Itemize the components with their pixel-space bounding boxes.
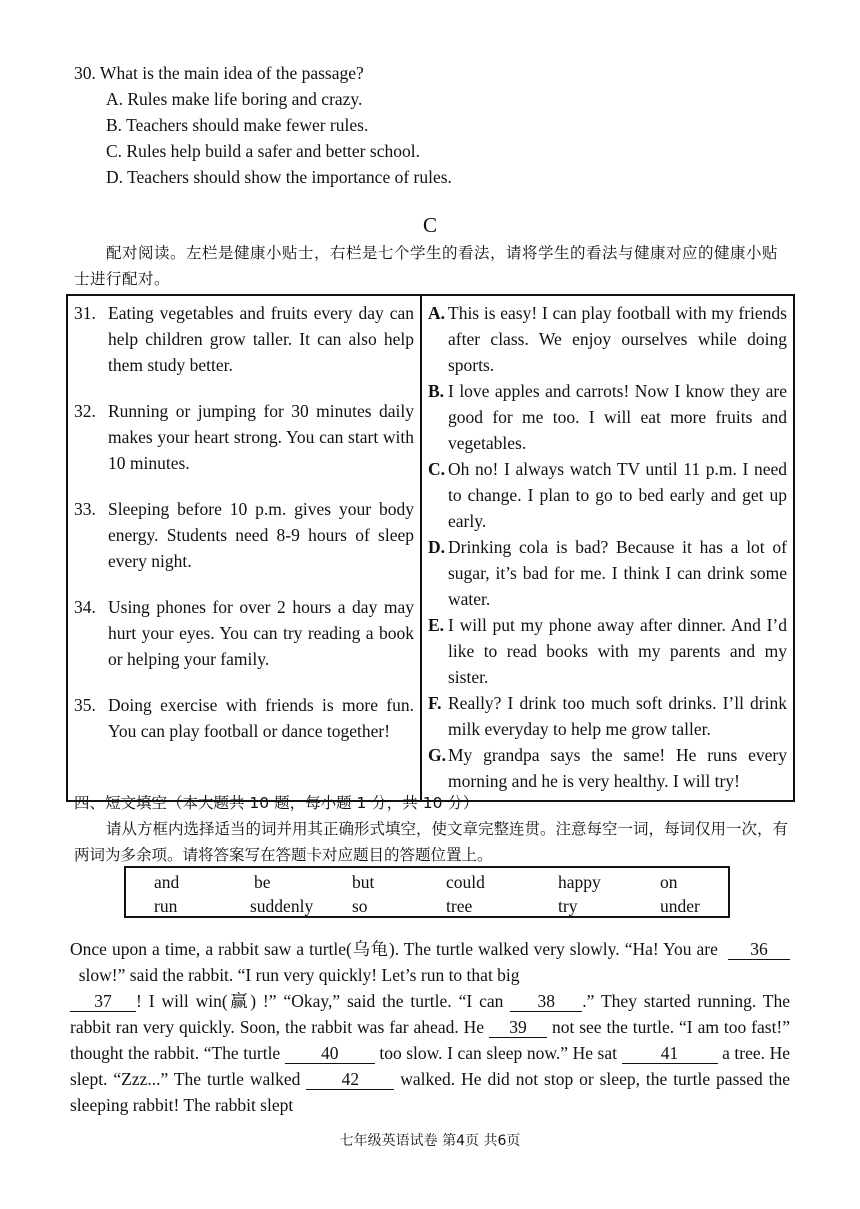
- blank-41: 41: [622, 1043, 718, 1064]
- passage-text: slow!” said the rabbit. “I run very quickly! Let’s run to that big: [78, 965, 520, 985]
- section-c-instruction: 配对阅读。左栏是健康小贴士，右栏是七个学生的看法，请将学生的看法与健康对应的健康小贴士进行配对。: [74, 244, 779, 288]
- view-text: This is easy! I can play football with my friends after class. We enjoy ourselves while doing sports.: [448, 303, 787, 375]
- tip-number: 34.: [74, 597, 96, 617]
- blank-37: 37: [70, 991, 136, 1012]
- passage-text: Once upon a time, a rabbit saw a turtle(乌龟). The turtle walked very slowly. “Ha! You are: [70, 939, 718, 959]
- blank-36: 36: [728, 939, 790, 960]
- tip-31: [74, 300, 414, 378]
- tip-text: Eating vegetables and fruits every day can help children grow taller. It can also help them study better.: [108, 303, 414, 375]
- page-footer: 七年级英语试卷 第4页 共6页: [339, 1133, 521, 1149]
- tip-number: 32.: [74, 401, 96, 421]
- section-four: [74, 790, 794, 868]
- tip-text: Doing exercise with friends is more fun. You can play football or dance together!: [108, 695, 414, 741]
- word-bank-word: try: [558, 896, 578, 916]
- passage-text: too slow. I can sleep now.” He sat: [379, 1043, 617, 1063]
- word-bank-word: on: [660, 872, 678, 892]
- tip-34: [74, 594, 414, 672]
- view-text: I will put my phone away after dinner. And I’d like to read books with my parents and my sister.: [448, 615, 787, 687]
- matching-table: [66, 294, 795, 802]
- option-a: A. Rules make life boring and crazy.: [106, 89, 363, 109]
- view-text: I love apples and carrots! Now I know they are good for me too. I will eat more fruits and vegetables.: [448, 381, 787, 453]
- tips-column: [67, 295, 421, 801]
- cloze-passage: [70, 936, 790, 1118]
- view-label: D.: [428, 537, 446, 557]
- blank-42: 42: [306, 1069, 394, 1090]
- passage-text: walked. He did not stop or sleep, the turtle passed the sleeping rabbit! The rabbit slept: [70, 1069, 791, 1115]
- question-30: [74, 60, 804, 190]
- view-c: [428, 456, 787, 534]
- question-stem: 30. What is the main idea of the passage?: [74, 63, 364, 83]
- blank-40: 40: [285, 1043, 375, 1064]
- word-bank-word: tree: [446, 896, 473, 916]
- tip-33: [74, 496, 414, 574]
- word-bank-word: but: [352, 872, 375, 892]
- word-bank-word: could: [446, 872, 485, 892]
- view-text: Really? I drink too much soft drinks. I’ll drink milk everyday to help me grow taller.: [448, 693, 787, 739]
- tip-text: Using phones for over 2 hours a day may hurt your eyes. You can try reading a book or helping your family.: [108, 597, 414, 669]
- word-bank-word: under: [660, 896, 700, 916]
- passage-text: ! I will win(赢) !” “Okay,” said the turtle. “I can: [136, 991, 504, 1011]
- word-bank-word: run: [154, 896, 178, 916]
- word-bank-word: happy: [558, 872, 601, 892]
- option-c: C. Rules help build a safer and better school.: [106, 141, 420, 161]
- view-b: [428, 378, 787, 456]
- option-b: B. Teachers should make fewer rules.: [106, 115, 369, 135]
- tip-number: 35.: [74, 695, 96, 715]
- view-label: A.: [428, 303, 446, 323]
- view-f: [428, 690, 787, 742]
- blank-38: 38: [510, 991, 582, 1012]
- section-four-heading: 四、短文填空（本大题共 10 题，每小题 1 分，共 10 分）: [74, 794, 479, 812]
- tip-35: [74, 692, 414, 744]
- passage-text: not see the turtle. “I am too fast!” thought the rabbit. “The turtle: [70, 1017, 791, 1063]
- passage-text: .” They started running. The rabbit ran very quickly. Soon, the rabbit was far ahead. He: [70, 991, 790, 1037]
- tip-text: Running or jumping for 30 minutes daily makes your heart strong. You can start with 10 minutes.: [108, 401, 414, 473]
- view-a: [428, 300, 787, 378]
- section-c-header: [0, 212, 860, 238]
- view-text: My grandpa says the same! He runs every morning and he is very healthy. I will try!: [448, 745, 787, 791]
- word-bank-word: be: [254, 872, 271, 892]
- tip-number: 31.: [74, 303, 96, 323]
- section-letter: C: [422, 213, 437, 237]
- view-text: Oh no! I always watch TV until 11 p.m. I need to change. I plan to go to bed early and get up early.: [448, 459, 787, 531]
- view-label: B.: [428, 381, 445, 401]
- option-d: D. Teachers should show the importance of rules.: [106, 167, 452, 187]
- word-bank-word: suddenly: [250, 896, 314, 916]
- view-g: [428, 742, 787, 794]
- tip-32: [74, 398, 414, 476]
- view-label: C.: [428, 459, 446, 479]
- blank-39: 39: [489, 1017, 547, 1038]
- passage-text: a tree. He slept. “Zzz...” The turtle walked: [70, 1043, 791, 1089]
- view-label: G.: [428, 745, 446, 765]
- section-four-instruction: 请从方框内选择适当的词并用其正确形式填空，使文章完整连贯。注意每空一词，每词仅用一次，有两词为多余项。请将答案写在答题卡对应题目的答题位置上。: [74, 820, 789, 864]
- tip-text: Sleeping before 10 p.m. gives your body energy. Students need 8-9 hours of sleep every night.: [108, 499, 414, 571]
- view-label: F.: [428, 693, 442, 713]
- view-text: Drinking cola is bad? Because it has a lot of sugar, it’s bad for me. I think I can drink some water.: [448, 537, 787, 609]
- tip-number: 33.: [74, 499, 96, 519]
- view-e: [428, 612, 787, 690]
- view-label: E.: [428, 615, 445, 635]
- view-d: [428, 534, 787, 612]
- word-bank-word: so: [352, 896, 368, 916]
- word-bank-word: and: [154, 872, 180, 892]
- views-column: [421, 295, 794, 801]
- word-bank-box: [124, 866, 730, 918]
